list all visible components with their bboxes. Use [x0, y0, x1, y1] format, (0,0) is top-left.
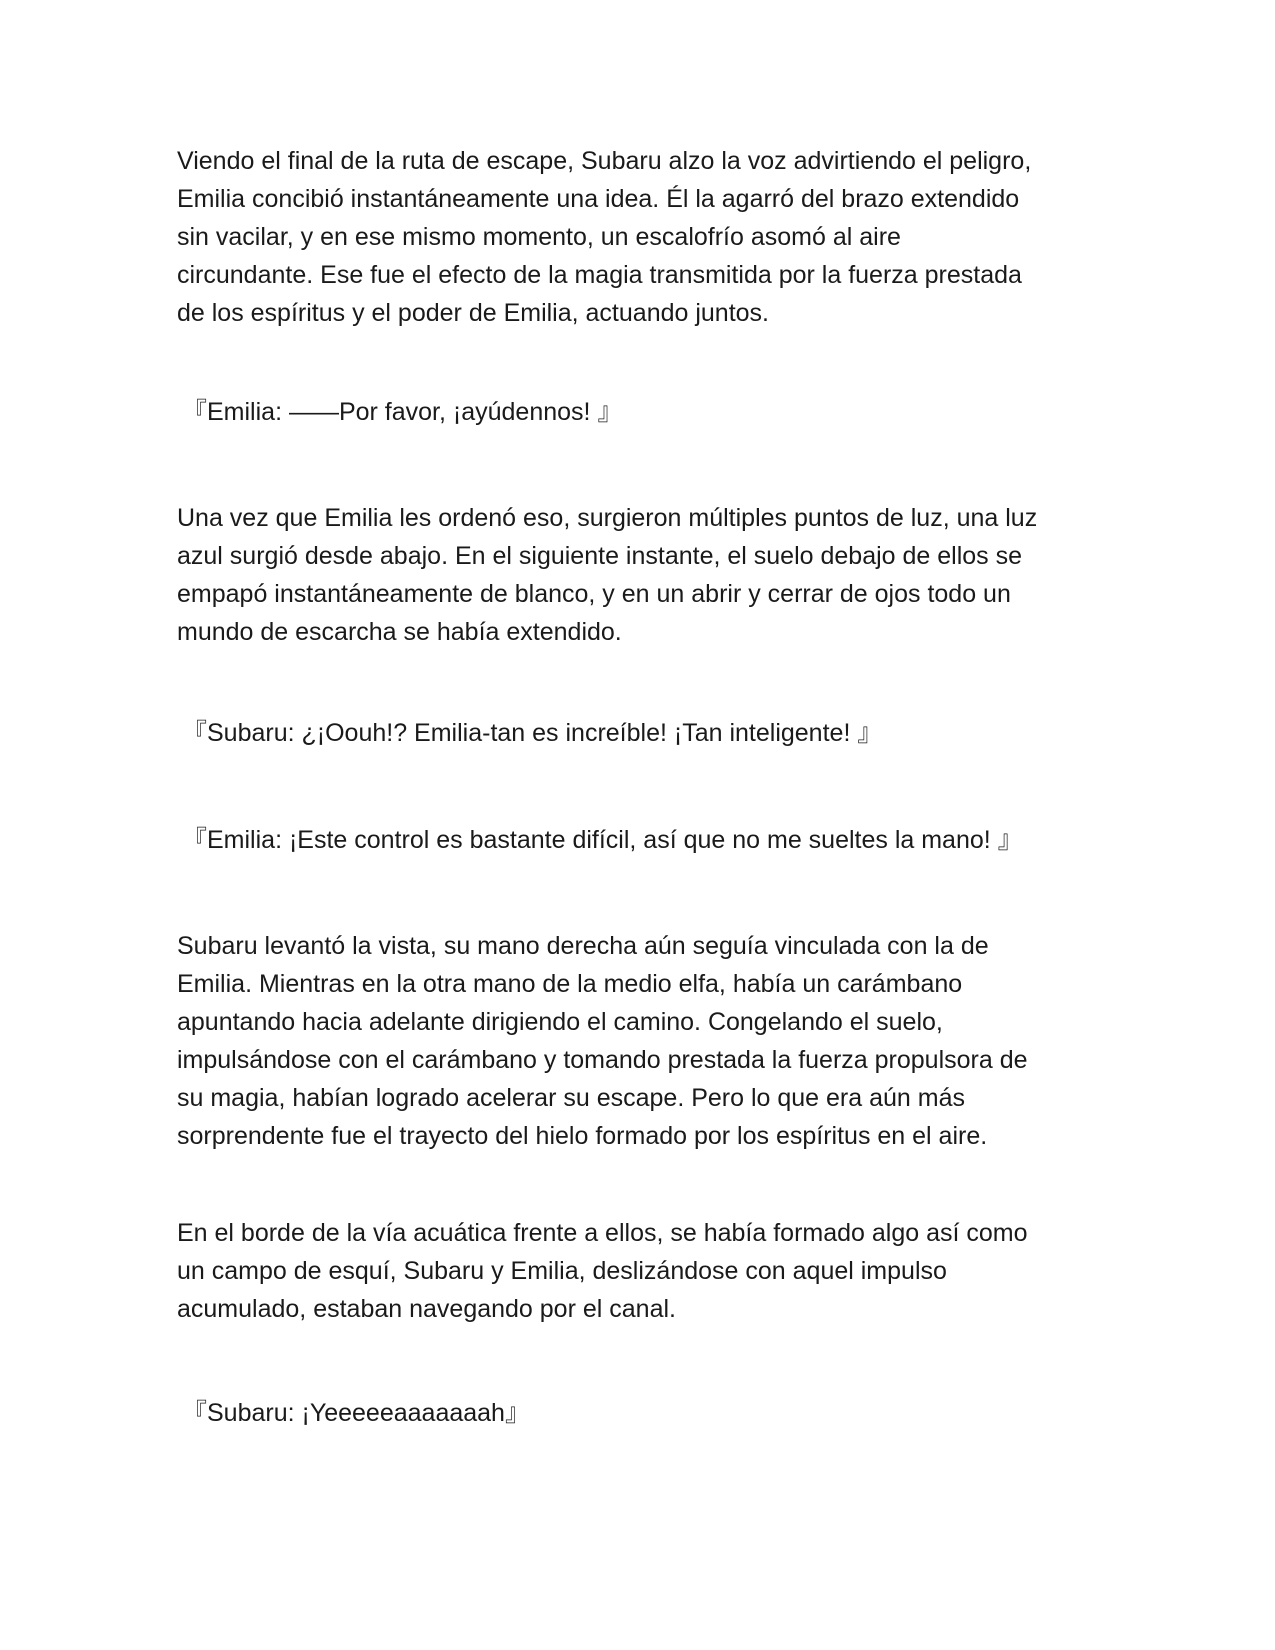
text-line: mundo de escarcha se había extendido.	[177, 618, 622, 646]
text-line: impulsándose con el carámbano y tomando prestada la fuerza propulsora de	[177, 1046, 1028, 1074]
text-line: de los espíritus y el poder de Emilia, actuando juntos.	[177, 299, 770, 327]
dialogue-line-4: 『Subaru: ¡Yeeeeeaaaaaaah』	[182, 1399, 530, 1427]
text-line: apuntando hacia adelante dirigiendo el camino. Congelando el suelo,	[177, 1008, 943, 1036]
text-line: Subaru levantó la vista, su mano derecha aún seguía vinculada con la de	[177, 932, 989, 960]
text-line: Una vez que Emilia les ordenó eso, surgieron múltiples puntos de luz, una luz	[177, 504, 1038, 532]
text-line: circundante. Ese fue el efecto de la magia transmitida por la fuerza prestada	[177, 261, 1022, 289]
dialogue-line-3: 『Emilia: ¡Este control es bastante difícil, así que no me sueltes la mano! 』	[182, 826, 1023, 854]
text-line: un campo de esquí, Subaru y Emilia, deslizándose con aquel impulso	[177, 1257, 947, 1285]
dialogue-line-2: 『Subaru: ¿¡Oouh!? Emilia-tan es increíble! ¡Tan inteligente! 』	[182, 719, 883, 747]
paragraph-1	[177, 142, 1107, 332]
text-line: En el borde de la vía acuática frente a ellos, se había formado algo así como	[177, 1219, 1028, 1247]
text-line: azul surgió desde abajo. En el siguiente instante, el suelo debajo de ellos se	[177, 542, 1023, 570]
dialogue-line-1: 『Emilia: ——Por favor, ¡ayúdennos! 』	[182, 398, 623, 426]
text-line: su magia, habían logrado acelerar su escape. Pero lo que era aún más	[177, 1084, 965, 1112]
text-line: Emilia concibió instantáneamente una idea. Él la agarró del brazo extendido	[177, 185, 1020, 213]
paragraph-4	[177, 1214, 1107, 1328]
text-line: acumulado, estaban navegando por el canal.	[177, 1295, 676, 1323]
text-line: Viendo el final de la ruta de escape, Subaru alzo la voz advirtiendo el peligro,	[177, 147, 1032, 175]
text-line: empapó instantáneamente de blanco, y en un abrir y cerrar de ojos todo un	[177, 580, 1011, 608]
text-line: Emilia. Mientras en la otra mano de la medio elfa, había un carámbano	[177, 970, 963, 998]
paragraph-2	[177, 499, 1107, 651]
text-line: sorprendente fue el trayecto del hielo formado por los espíritus en el aire.	[177, 1122, 988, 1150]
paragraph-3	[177, 927, 1107, 1155]
text-line: sin vacilar, y en ese mismo momento, un escalofrío asomó al aire	[177, 223, 901, 251]
